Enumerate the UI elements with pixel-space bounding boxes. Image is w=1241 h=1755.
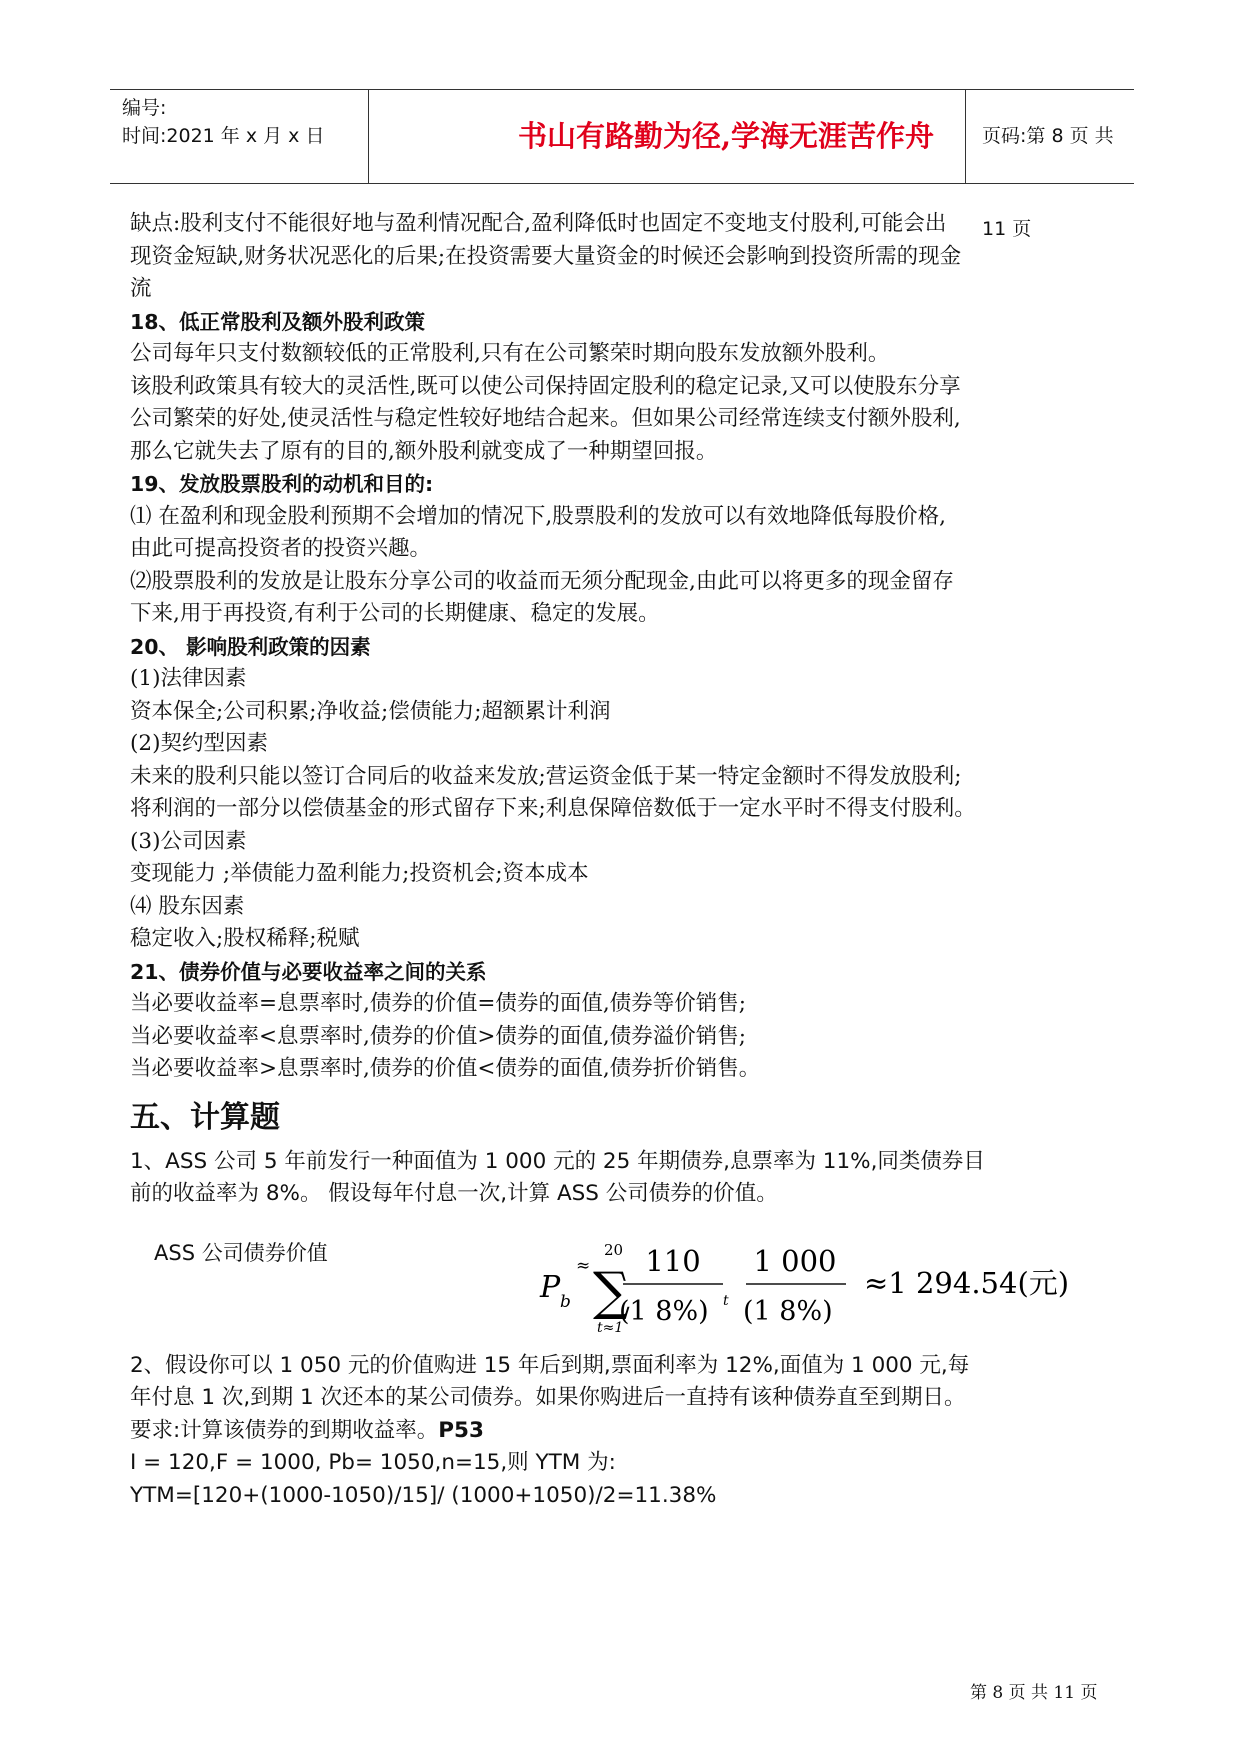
bond-value-formula xyxy=(130,1211,1130,1346)
formula-lhs-sub: b xyxy=(560,1291,571,1312)
factor-title: (1)法律因素 xyxy=(130,666,247,691)
formula-svg xyxy=(410,1211,1130,1346)
text-line: 下来,用于再投资,有利于公司的长期健康、稳定的发展。 xyxy=(130,601,660,626)
text-line: 公司繁荣的好处,使灵活性与稳定性较好地结合起来。但如果公司经常连续支付额外股利, xyxy=(130,406,961,431)
question-1: 1、ASS 公司 5 年前发行一种面值为 1 000 元的 25 年期债券,息票率为 11%,同类债券目 xyxy=(130,1148,985,1174)
text-line: 当必要收益率<息票率时,债券的价值>债券的面值,债券溢价销售; xyxy=(130,1023,746,1049)
text-line: 当必要收益率=息票率时,债券的价值=债券的面值,债券等价销售; xyxy=(130,991,746,1016)
header-page-label: 页码:第 8 页 共 11 页 xyxy=(982,125,1114,240)
factor-body: 稳定收入;股权稀释;税赋 xyxy=(130,926,360,951)
text-line: 由此可提高投资者的投资兴趣。 xyxy=(130,536,432,561)
fraction-1-exponent: t xyxy=(723,1292,729,1309)
factor-title: ⑷ 股东因素 xyxy=(130,893,245,919)
fraction-2-numerator: 1 000 xyxy=(753,1243,837,1278)
header-divider xyxy=(965,90,966,183)
text-line: ⑴ 在盈利和现金股利预期不会增加的情况下,股票股利的发放可以有效地降低每股价格, xyxy=(130,503,947,529)
sum-upper: 20 xyxy=(604,1240,624,1259)
factor-body: 资本保全;公司积累;净收益;偿债能力;超额累计利润 xyxy=(130,698,611,724)
requirement-text: 要求:计算该债券的到期收益率。 xyxy=(130,1417,439,1443)
formula-lhs: P xyxy=(540,1269,561,1305)
question-1: 前的收益率为 8%。 假设每年付息一次,计算 ASS 公司债券的价值。 xyxy=(130,1181,778,1206)
page-footer: 第 8 页 共 11 页 xyxy=(970,1683,1098,1703)
time-label: 时间:2021 年 x 月 x 日 xyxy=(122,125,325,147)
question-2: 2、假设你可以 1 050 元的价值购进 15 年后到期,票面利率为 12%,面值为 1 000 元,每 xyxy=(130,1352,970,1378)
page-reference: P53 xyxy=(438,1417,484,1443)
factor-body: 变现能力 ;举债能力盈利能力;投资机会;资本成本 xyxy=(130,861,589,886)
number-label: 编号: xyxy=(122,97,167,119)
text-line: 现资金短缺,财务状况恶化的后果;在投资需要大量资金的时候还会影响到投资所需的现金 xyxy=(130,243,962,269)
sum-sigma: ∑ xyxy=(593,1261,631,1322)
sum-lower: t≈1 xyxy=(597,1319,624,1336)
heading-21: 21、债券价值与必要收益率之间的关系 xyxy=(130,959,487,984)
text-line: 那么它就失去了原有的目的,额外股利就变成了一种期望回报。 xyxy=(130,438,718,464)
heading-20: 20、 影响股利政策的因素 xyxy=(130,634,371,659)
fraction-2-denominator: (1 8%) xyxy=(743,1295,833,1327)
text-line: ⑵股票股利的发放是让股东分享公司的收益而无须分配现金,由此可以将更多的现金留存 xyxy=(130,568,954,594)
section-title: 五、计算题 xyxy=(130,1099,280,1135)
text-line: 流 xyxy=(130,276,152,301)
formula-label: ASS 公司债券价值 xyxy=(154,1240,328,1265)
factor-title: (3)公司因素 xyxy=(130,828,247,854)
formula-result: ≈1 294.54(元) xyxy=(864,1265,1070,1300)
factor-body: 将利润的一部分以偿债基金的形式留存下来;利息保障倍数低于一定水平时不得支付股利。 xyxy=(130,796,976,821)
text-line: 该股利政策具有较大的灵活性,既可以使公司保持固定股利的稳定记录,又可以使股东分享 xyxy=(130,373,961,399)
fraction-1-numerator: 110 xyxy=(645,1243,701,1278)
fraction-1-denominator: (1 8%) xyxy=(619,1295,709,1327)
question-2-variables: I = 120,F = 1000, Pb= 1050,n=15,则 YTM 为: xyxy=(130,1450,616,1475)
question-2-requirement xyxy=(130,1415,1130,1448)
header-divider xyxy=(368,90,369,183)
question-2: 年付息 1 次,到期 1 次还本的某公司债券。如果你购进后一直持有该种债券直至到期日。 xyxy=(130,1385,966,1410)
factor-body: 未来的股利只能以签订合同后的收益来发放;营运资金低于某一特定金额时不得发放股利; xyxy=(130,763,962,789)
header-left xyxy=(122,94,324,150)
factor-title: (2)契约型因素 xyxy=(130,731,268,756)
text-line: 缺点:股利支付不能很好地与盈利情况配合,盈利降低时也固定不变地支付股利,可能会出 xyxy=(130,211,947,236)
header-motto: 书山有路勤为径,学海无涯苦作舟 xyxy=(517,119,935,153)
document-body xyxy=(130,208,1130,1512)
text-line: 当必要收益率>息票率时,债券的价值<债券的面值,债券折价销售。 xyxy=(130,1056,761,1081)
heading-18: 18、低正常股利及额外股利政策 xyxy=(130,309,426,334)
heading-19: 19、发放股票股利的动机和目的: xyxy=(130,472,434,496)
formula-eq: ≈ xyxy=(576,1255,591,1276)
text-line: 公司每年只支付数额较低的正常股利,只有在公司繁荣时期向股东发放额外股利。 xyxy=(130,341,890,366)
question-2-ytm: YTM=[120+(1000-1050)/15]/ (1000+1050)/2=11.38% xyxy=(130,1482,717,1508)
